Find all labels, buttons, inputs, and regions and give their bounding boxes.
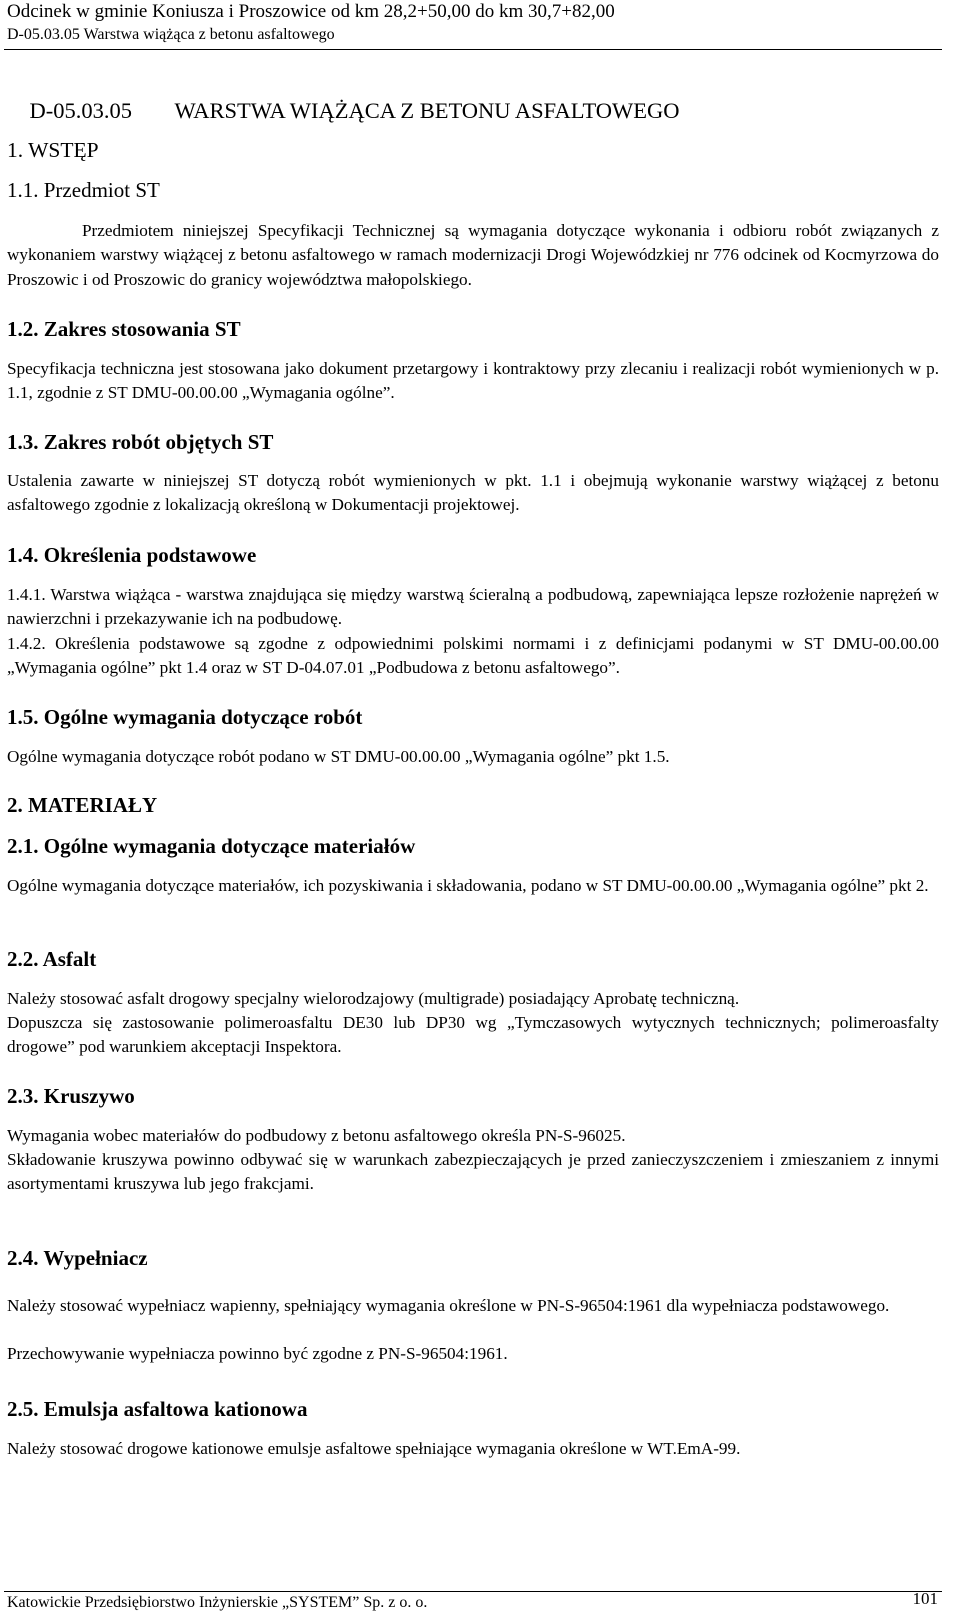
section-heading-1: 1. WSTĘP — [7, 138, 99, 162]
section-heading-1-3: 1.3. Zakres robót objętych ST — [7, 430, 274, 454]
paragraph-1-5: Ogólne wymagania dotyczące robót podano w ST DMU-00.00.00 „Wymagania ogólne” pkt 1.5. — [7, 747, 670, 766]
header-project-title: Odcinek w gminie Koniusza i Proszowice od km 28,2+50,00 do km 30,7+82,00 — [7, 1, 615, 22]
paragraph-2-2-a: Należy stosować asfalt drogowy specjalny wielorodzajowy (multigrade) posiadający Aprobatę techniczną. — [7, 989, 740, 1008]
paragraph-2-4-a: Należy stosować wypełniacz wapienny, spełniający wymagania określone w PN-S-96504:1961 dla wypełniacza podstawowego. — [7, 1296, 890, 1315]
document-code: D-05.03.05 — [29, 98, 132, 123]
paragraph-1-4-2: 1.4.2. Określenia podstawowe są zgodne z odpowiednimi polskimi normami i z definicjami podanymi w ST DMU-00.00.00 „Wymagania ogólne” pkt 1.4 oraz w ST D-04.07.01 „Podbudowa z betonu asfaltowego”. — [7, 634, 939, 678]
paragraph-2-4-b: Przechowywanie wypełniacza powinno być zgodne z PN-S-96504:1961. — [7, 1344, 508, 1363]
paragraph-2-2-b: Dopuszcza się zastosowanie polimeroasfaltu DE30 lub DP30 wg „Tymczasowych wytycznych technicznych; polimeroasfalty drogowe” pod warunkiem akceptacji Inspektora. — [7, 1013, 939, 1057]
paragraph-2-1: Ogólne wymagania dotyczące materiałów, ich pozyskiwania i składowania, podano w ST DMU-00.00.00 „Wymagania ogólne” pkt 2. — [7, 876, 929, 895]
section-heading-1-4: 1.4. Określenia podstawowe — [7, 543, 257, 567]
section-heading-2-5: 2.5. Emulsja asfaltowa kationowa — [7, 1397, 308, 1421]
paragraph-1-3: Ustalenia zawarte w niniejszej ST dotyczą robót wymienionych w pkt. 1.1 i obejmują wykonanie warstwy wiążącej z betonu asfaltowego zgodnie z lokalizacją określoną w Dokumentacji projektowej. — [7, 471, 939, 515]
running-header — [7, 0, 947, 46]
header-divider — [4, 49, 942, 50]
section-heading-1-1: 1.1. Przedmiot ST — [7, 178, 160, 202]
section-heading-2-1: 2.1. Ogólne wymagania dotyczące materiałów — [7, 834, 416, 858]
paragraph-2-3-a: Wymagania wobec materiałów do podbudowy z betonu asfaltowego określa PN-S-96025. — [7, 1126, 626, 1145]
header-spec-title: D-05.03.05 Warstwa wiążąca z betonu asfaltowego — [7, 26, 335, 43]
section-heading-1-2: 1.2. Zakres stosowania ST — [7, 317, 241, 341]
footer-divider — [4, 1591, 942, 1592]
paragraph-2-5: Należy stosować drogowe kationowe emulsje asfaltowe spełniające wymagania określone w WT.EmA-99. — [7, 1439, 741, 1458]
paragraph-1-2: Specyfikacja techniczna jest stosowana jako dokument przetargowy i kontraktowy przy zlecaniu i realizacji robót wymienionych w p. 1.1, zgodnie z ST DMU-00.00.00 „Wymagania ogólne”. — [7, 359, 939, 403]
paragraph-1-4-1: 1.4.1. Warstwa wiążąca - warstwa znajdująca się między warstwą ścieralną a podbudową, zapewniająca lepsze rozłożenie naprężeń w nawierzchni i przekazywanie ich na podbudowę. — [7, 585, 939, 629]
document-title — [7, 72, 680, 150]
document-title-text: WARSTWA WIĄŻĄCA Z BETONU ASFALTOWEGO — [174, 98, 680, 123]
section-heading-2: 2. MATERIAŁY — [7, 793, 158, 817]
page-number: 101 — [912, 1589, 938, 1608]
section-heading-2-4: 2.4. Wypełniacz — [7, 1246, 148, 1270]
section-heading-1-5: 1.5. Ogólne wymagania dotyczące robót — [7, 705, 363, 729]
section-heading-2-3: 2.3. Kruszywo — [7, 1084, 135, 1108]
footer-company: Katowickie Przedsiębiorstwo Inżynierskie „SYSTEM” Sp. z o. o. — [7, 1594, 428, 1611]
paragraph-2-3-b: Składowanie kruszywa powinno odbywać się w warunkach zabezpieczających je przed zanieczyszczeniem i zmieszaniem z innymi asortymentami kruszywa lub jego frakcjami. — [7, 1150, 939, 1194]
section-heading-2-2: 2.2. Asfalt — [7, 947, 97, 971]
paragraph-1-1: Przedmiotem niniejszej Specyfikacji Technicznej są wymagania dotyczące wykonania i odbioru robót związanych z wykonaniem warstwy wiążącej z betonu asfaltowego w ramach modernizacji Drogi Wojewódzkiej nr 776 odcinek od Kocmyrzowa do Proszowic i od Proszowic do granicy województwa małopolskiego. — [7, 221, 939, 289]
